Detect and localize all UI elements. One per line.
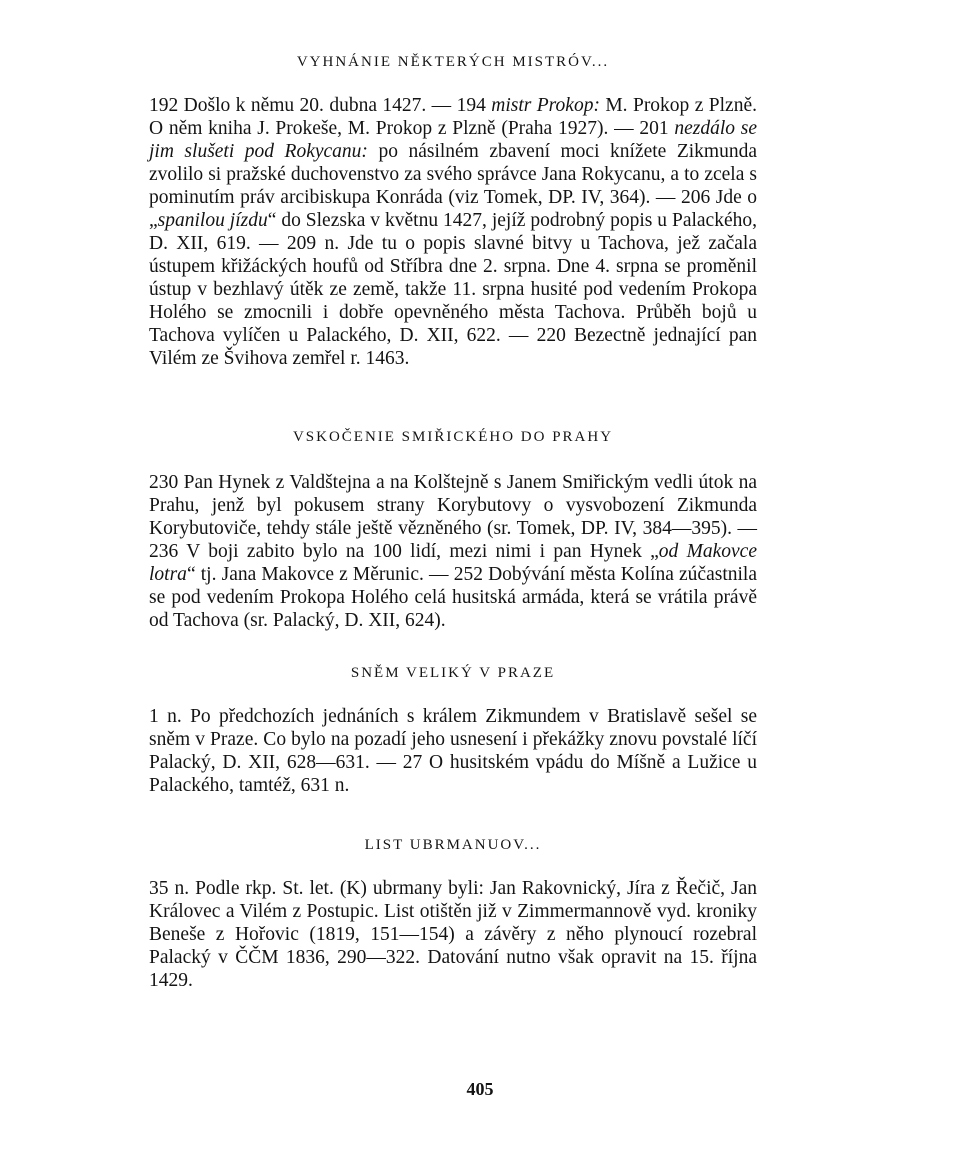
section-heading: SNĚM VELIKÝ V PRAZE — [350, 665, 556, 681]
section-snem — [149, 663, 757, 797]
note: 1 n. Po předchozích jednáních s králem Zikmundem v Bratislavě sešel se sněm v Praze. Co bylo na pozadí jeho usnesení i překážky znovu povstalé líčí Palacký, D. XII, 628—631. — — [149, 706, 757, 773]
note: od Makovce lotra“ tj. Jana Makovce z Měrunic. — — [149, 541, 757, 585]
section-heading: VYHNÁNIE NĚKTERÝCH MISTRÓV... — [296, 54, 610, 70]
section-vyhnanie — [149, 52, 757, 370]
note: 252 Dobývání města Kolína zúčastnila se pod vedením Prokopa Holého celá husitská armáda, která se vrátila právě od Tachova (sr. Palacký, D. XII, 624). — [149, 564, 757, 631]
note: 236 V boji zabito bylo na 100 lidí, mezi nimi i pan Hynek „ — [149, 541, 659, 562]
page-number: 405 — [466, 1079, 494, 1099]
section-body — [149, 877, 757, 992]
note: 27 O husitském vpádu do Míšně a Lužice u Palackého, tamtéž, 631 n. — [149, 752, 757, 796]
section-vskocenie — [149, 427, 757, 632]
section-list — [149, 835, 757, 992]
section-body — [149, 94, 757, 370]
section-body — [149, 705, 757, 797]
note: 230 Pan Hynek z Valdštejna a na Kolštejně s Janem Smiřickým vedli útok na Prahu, jenž byl pokusem strany Korybutovy o vysvobození Zikmunda Korybutoviče, tehdy stále ještě vězněného (sr. Tomek, DP. IV, 384—395). — — [149, 472, 757, 539]
section-body — [149, 471, 757, 632]
note: 192 Došlo k němu 20. dubna 1427. — — [149, 95, 457, 116]
note: 194 mistr Prokop: M. Prokop z Plzně. O něm kniha J. Prokeše, M. Prokop z Plzně (Praha 1927). — — [149, 95, 757, 139]
note: 209 n. Jde tu o popis slavné bitvy u Tachova, jež začala ústupem křižáckých houfů od Stříbra dne 2. srpna. Dne 4. srpna se proměnil ústup v bezhlavý útěk ze země, takže 11. srpna husité pod vedením Prokopa Holého se zmocnili i dobře opevněného města Tachova. Průběh bojů u Tachova vylíčen u Palackého, D. XII, 622. — — [149, 233, 758, 346]
section-heading: VSKOČENIE SMIŘICKÉHO DO PRAHY — [292, 429, 614, 445]
note: 201 nezdálo se jim slušeti pod Rokycanu: po násilném zbavení moci knížete Zikmunda zvolilo si pražské duchovenstvo za svého správce Jana Rokycanu, a to zcela s pominutím práv arcibiskupa Konráda (viz Tomek, DP. IV, 364). — — [149, 118, 757, 208]
note: 206 Jde o „ — [149, 187, 758, 231]
section-heading: LIST UBRMANUOV... — [364, 837, 542, 853]
note: 220 Bezectně jednající pan Vilém ze Švihova zemřel r. 1463. — [149, 325, 757, 369]
note: 35 n. Podle rkp. St. let. (K) ubrmany byli: Jan Rakovnický, Jíra z Řečič, Jan Královec a Vilém z Postupic. List otištěn již v Zimmermannově vyd. kroniky Beneše z Hořovic (1819, 151—154) a závěry z něho plynoucí rozebral Palacký v ČČM 1836, 290—322. Datování nutno však opravit na 15. října 1429. — [149, 878, 757, 991]
note: spanilou jízdu“ do Slezska v květnu 1427, jejíž podrobný popis u Palackého, D. XII, 619. — — [149, 210, 757, 254]
